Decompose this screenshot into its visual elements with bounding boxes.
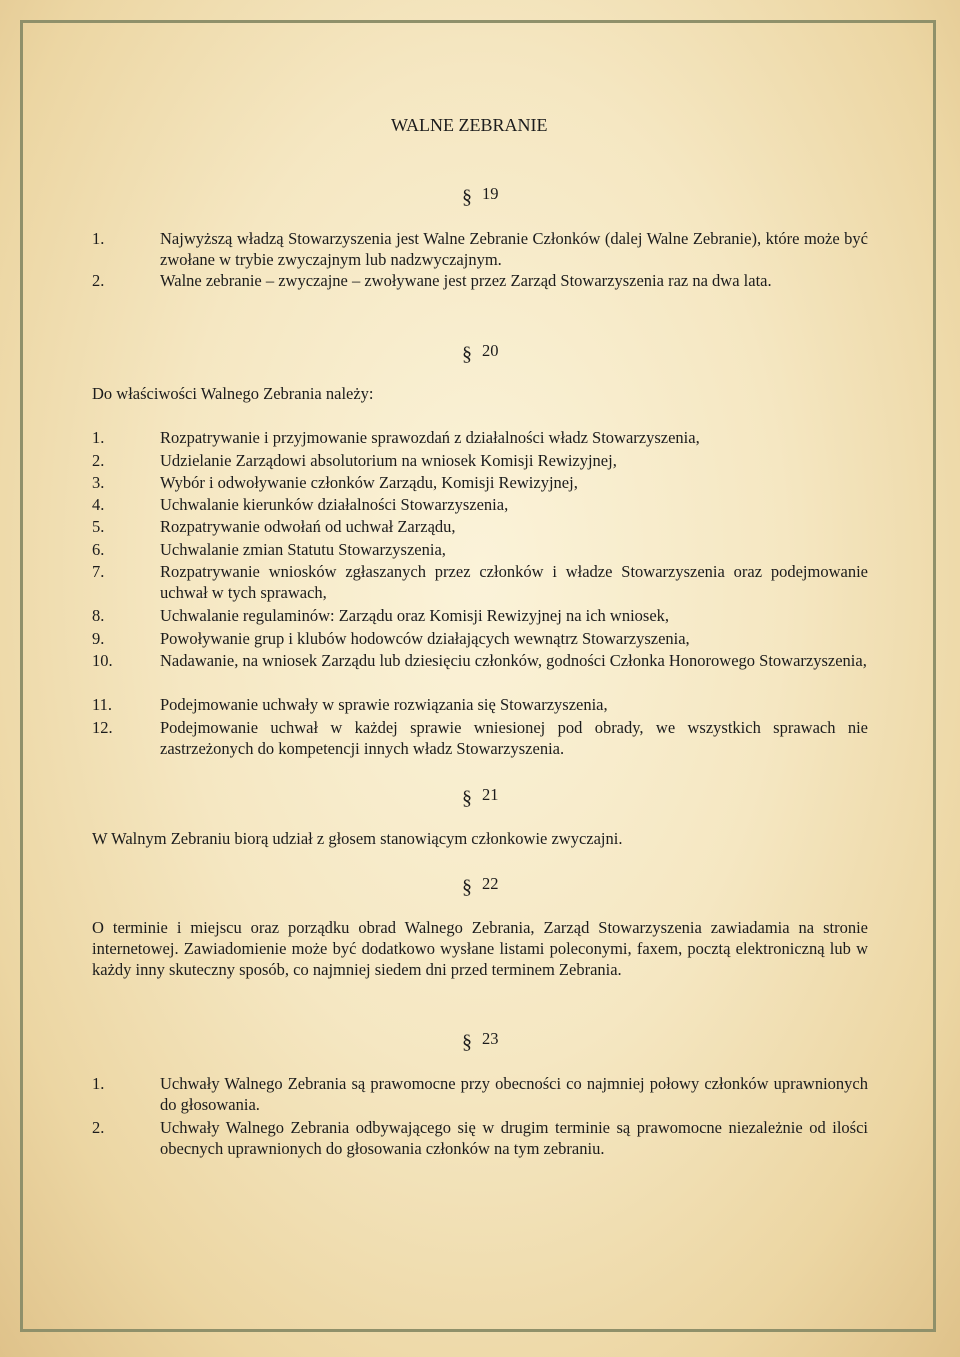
- list-item-text: Udzielanie Zarządowi absolutorium na wniosek Komisji Rewizyjnej,: [160, 451, 617, 470]
- section-number: 19: [482, 184, 499, 203]
- section-symbol: §: [462, 876, 472, 898]
- list-item-text: Uchwalanie regulaminów: Zarządu oraz Komisji Rewizyjnej na ich wniosek,: [160, 606, 670, 625]
- list-item-number: 12.: [92, 718, 113, 737]
- list-item: [92, 605, 868, 626]
- list-item-text: Rozpatrywanie wniosków zgłaszanych przez członków i władze Stowarzyszenia oraz podejmowanie uchwał w tych sprawach,: [160, 562, 868, 602]
- section-heading-19: [462, 183, 499, 208]
- list-item: [92, 516, 868, 537]
- list-item: [92, 450, 868, 471]
- list-item: [92, 270, 868, 291]
- list-item-text: Rozpatrywanie odwołań od uchwał Zarządu,: [160, 517, 456, 536]
- list-item: [92, 472, 868, 493]
- list-item-text: Uchwały Walnego Zebrania są prawomocne przy obecności co najmniej połowy członków uprawnionych do głosowania.: [160, 1074, 868, 1114]
- list-item-text: Walne zebranie – zwyczajne – zwoływane jest przez Zarząd Stowarzyszenia raz na dwa lata.: [160, 271, 772, 290]
- list-item-number: 2.: [92, 1118, 105, 1137]
- list-item-number: 2.: [92, 451, 105, 470]
- list-item-text: Powoływanie grup i klubów hodowców działających wewnątrz Stowarzyszenia,: [160, 629, 690, 648]
- list-item: [92, 650, 868, 671]
- section-paragraph: O terminie i miejscu oraz porządku obrad Walnego Zebrania, Zarząd Stowarzyszenia zawiadamia na stronie internetowej. Zawiadomienie może być dodatkowo wysłane listami poleconymi, faxem, pocztą elektroniczną lub w każdy inny skuteczny sposób, co najmniej siedem dni przed terminem Zebrania.: [92, 918, 868, 979]
- section-symbol: §: [462, 787, 472, 809]
- section-symbol: §: [462, 1031, 472, 1053]
- list-item: [92, 717, 868, 759]
- list-item: [92, 628, 868, 649]
- list-item: [92, 228, 868, 270]
- document-title: WALNE ZEBRANIE: [391, 115, 548, 135]
- list-item-number: 10.: [92, 651, 113, 670]
- list-item-number: 1.: [92, 428, 105, 447]
- list-item: [92, 494, 868, 515]
- list-item-number: 1.: [92, 1074, 105, 1093]
- list-item-text: Nadawanie, na wniosek Zarządu lub dziesięciu członków, godności Członka Honorowego Stowarzyszenia,: [160, 651, 867, 670]
- list-item: [92, 1117, 868, 1159]
- list-item: [92, 427, 868, 448]
- section-number: 23: [482, 1029, 499, 1048]
- list-item-text: Najwyższą władzą Stowarzyszenia jest Walne Zebranie Członków (dalej Walne Zebranie), które może być zwołane w trybie zwyczajnym lub nadzwyczajnym.: [160, 229, 868, 269]
- section-symbol: §: [462, 186, 472, 208]
- section-heading-21: [462, 784, 499, 809]
- list-item: [92, 539, 868, 560]
- list-item-number: 4.: [92, 495, 105, 514]
- list-item: [92, 561, 868, 603]
- section-number: 21: [482, 785, 499, 804]
- section-intro: Do właściwości Walnego Zebrania należy:: [92, 384, 374, 403]
- list-item-text: Uchwalanie kierunków działalności Stowarzyszenia,: [160, 495, 509, 514]
- list-item-number: 2.: [92, 271, 105, 290]
- list-item-number: 11.: [92, 695, 113, 714]
- list-item-number: 6.: [92, 540, 105, 559]
- section-heading-22: [462, 873, 499, 898]
- section-paragraph: W Walnym Zebraniu biorą udział z głosem stanowiącym członkowie zwyczajni.: [92, 829, 623, 848]
- section-heading-20: [462, 340, 499, 365]
- list-item-text: Podejmowanie uchwał w każdej sprawie wniesionej pod obrady, we wszystkich sprawach nie zastrzeżonych do kompetencji innych władz Stowarzyszenia.: [160, 718, 868, 758]
- section-symbol: §: [462, 343, 472, 365]
- list-item-number: 1.: [92, 229, 105, 248]
- section-heading-23: [462, 1028, 499, 1053]
- list-item: [92, 1073, 868, 1115]
- list-item-number: 5.: [92, 517, 105, 536]
- list-item-number: 3.: [92, 473, 105, 492]
- section-number: 20: [482, 341, 499, 360]
- list-item-text: Rozpatrywanie i przyjmowanie sprawozdań z działalności władz Stowarzyszenia,: [160, 428, 700, 447]
- list-item-text: Podejmowanie uchwały w sprawie rozwiązania się Stowarzyszenia,: [160, 695, 608, 714]
- list-item-number: 9.: [92, 629, 105, 648]
- list-item-text: Uchwały Walnego Zebrania odbywającego się w drugim terminie są prawomocne niezależnie od ilości obecnych uprawnionych do głosowania członków na tym zebraniu.: [160, 1118, 868, 1158]
- list-item: [92, 694, 868, 715]
- section-number: 22: [482, 874, 499, 893]
- list-item-number: 8.: [92, 606, 105, 625]
- list-item-number: 7.: [92, 562, 105, 581]
- list-item-text: Wybór i odwoływanie członków Zarządu, Komisji Rewizyjnej,: [160, 473, 578, 492]
- list-item-text: Uchwalanie zmian Statutu Stowarzyszenia,: [160, 540, 446, 559]
